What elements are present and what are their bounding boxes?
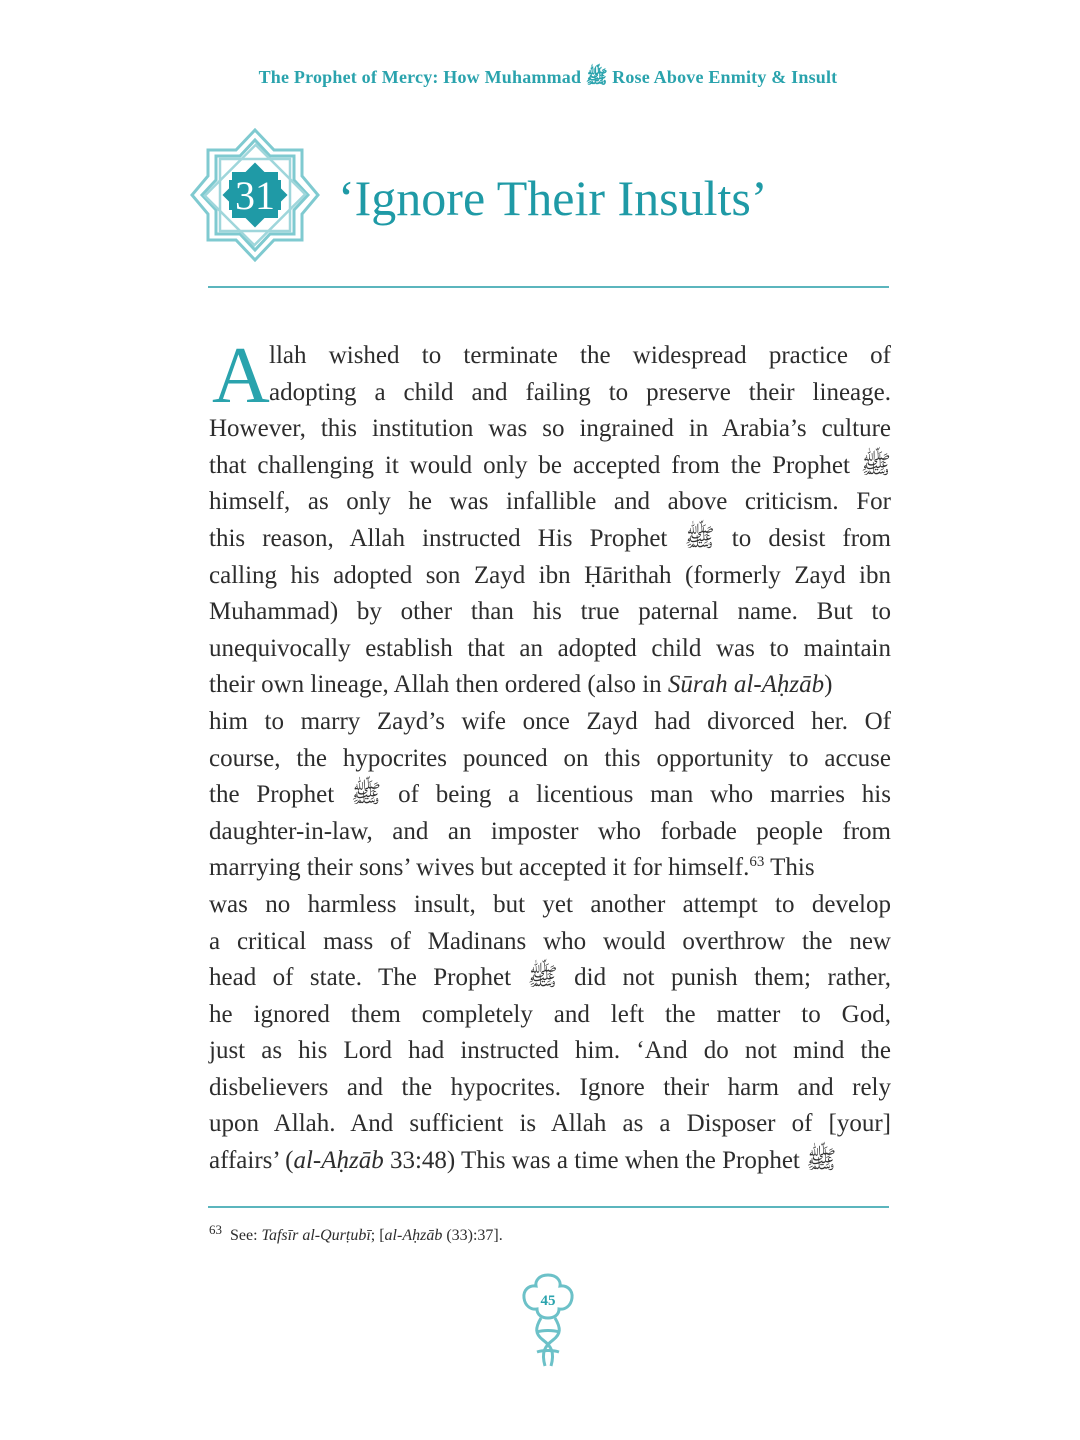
chapter-title: ‘Ignore Their Insults’ <box>338 170 768 226</box>
body-line: daughter-in-law, and an imposter who forbade people from <box>209 817 891 845</box>
body-line-text: affairs’ ( <box>209 1147 294 1175</box>
footnote-surah: al-Aḥzāb <box>384 1227 443 1244</box>
footnote-text: See: <box>230 1227 262 1244</box>
footnote-text: (33):37]. <box>442 1227 503 1244</box>
body-line: unequivocally establish that an adopted child was to maintain <box>209 634 891 662</box>
body-line <box>209 1143 891 1180</box>
chapter-number: 31 <box>235 173 275 218</box>
body-line: course, the hypocrites pounced on this opportunity to accuse <box>209 744 891 772</box>
body-line: head of state. The Prophet ﷺ did not punish them; rather, <box>209 964 891 992</box>
page-number: 45 <box>540 1293 556 1309</box>
body-line: a critical mass of Madinans who would overthrow the new <box>209 927 891 955</box>
body-line <box>209 850 891 887</box>
footnote <box>209 1222 503 1245</box>
body-line: he ignored them completely and left the matter to God, <box>209 1000 891 1028</box>
surah-name-italic: al-Aḥzāb <box>293 1147 384 1175</box>
body-line: adopting a child and failing to preserve their lineage. <box>269 378 891 406</box>
body-line: llah wished to terminate the widespread practice of <box>269 342 891 369</box>
knot-ornament-icon <box>521 1272 575 1372</box>
body-line: that challenging it would only be accepted from the Prophet ﷺ <box>209 451 891 479</box>
body-line-text: This was a time when the Prophet ﷺ <box>461 1147 837 1175</box>
body-line: However, this institution was so ingrained in Arabia’s culture <box>209 415 891 443</box>
top-divider <box>208 286 889 288</box>
body-line: just as his Lord had instructed him. ‘And do not mind the <box>209 1037 891 1065</box>
body-line-text: This <box>764 854 815 882</box>
footnote-divider <box>208 1206 889 1208</box>
footnote-reference: 63 <box>749 854 765 871</box>
footnote-text: ; [ <box>370 1227 385 1244</box>
body-line: him to marry Zayd’s wife once Zayd had divorced her. Of <box>209 707 891 735</box>
running-header: The Prophet of Mercy: How Muhammad ﷺ Rose Above Enmity & Insult <box>258 67 838 87</box>
body-line: disbelievers and the hypocrites. Ignore their harm and rely <box>209 1073 891 1101</box>
body-line-text: marrying their sons’ wives but accepted it for himself. <box>209 854 750 882</box>
drop-cap: A <box>212 332 270 420</box>
body-line-text: ) <box>824 671 833 699</box>
body-line: himself, as only he was infallible and above criticism. For <box>209 488 891 516</box>
footnote-source: Tafsīr al-Qurṭubī <box>261 1227 371 1244</box>
body-text <box>209 332 891 1180</box>
body-line: was no harmless insult, but yet another attempt to develop <box>209 890 891 918</box>
body-line: calling his adopted son Zayd ibn Ḥārithah (formerly Zayd ibn <box>209 561 891 589</box>
body-line: the Prophet ﷺ of being a licentious man who marries his <box>209 781 891 809</box>
body-line: this reason, Allah instructed His Prophet ﷺ to desist from <box>209 524 891 552</box>
footnote-number: 63 <box>209 1222 222 1237</box>
body-line: upon Allah. And sufficient is Allah as a Disposer of [your] <box>209 1110 891 1138</box>
body-line-text: their own lineage, Allah then ordered (also in <box>209 671 668 699</box>
body-line: Muhammad) by other than his true paternal name. But to <box>209 598 891 626</box>
body-line <box>209 667 891 704</box>
body-line-text: 33:48) <box>383 1147 462 1175</box>
surah-name-italic: Sūrah al-Aḥzāb <box>667 671 825 699</box>
